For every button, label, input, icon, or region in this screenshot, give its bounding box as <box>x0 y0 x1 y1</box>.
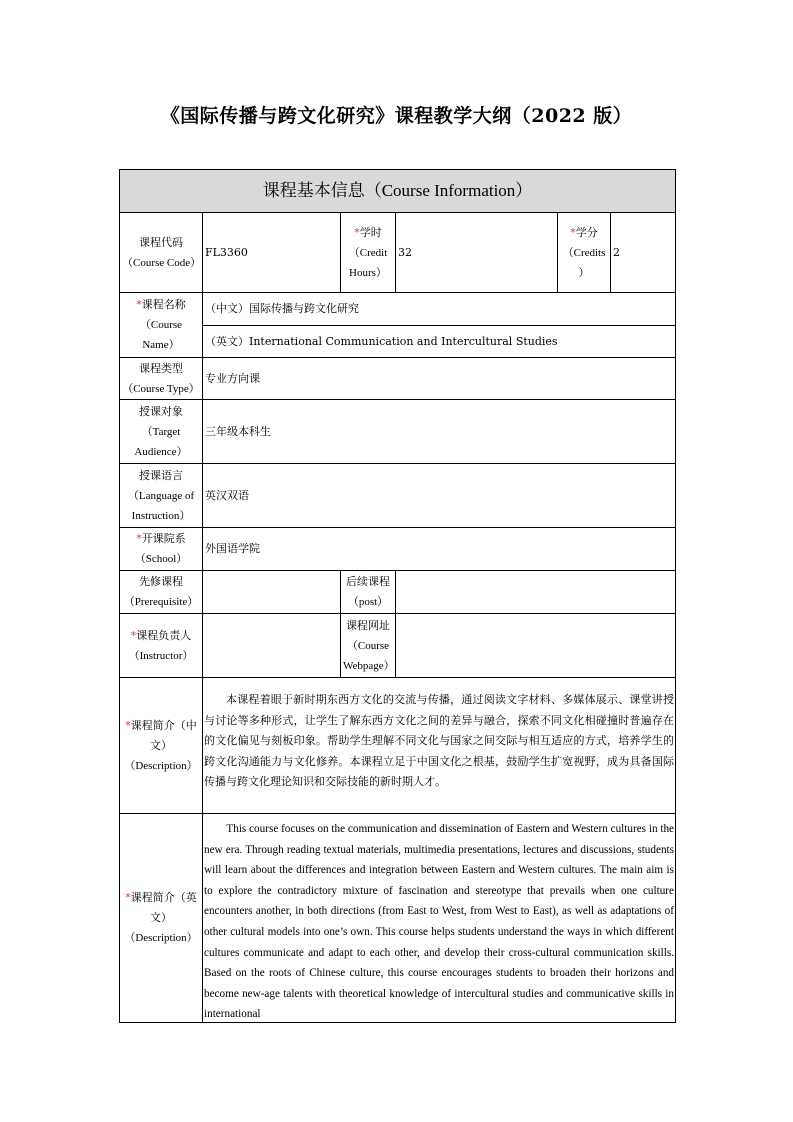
description-en-cell <box>203 814 676 1023</box>
required-mark: * <box>130 628 137 642</box>
target-label: 授课对象 （Target Audience） <box>120 400 203 464</box>
course-name-en: （英文）International Communication and Intercultural Studies <box>203 326 676 358</box>
table-header: 课程基本信息（Course Information） <box>120 170 676 213</box>
required-mark: * <box>354 225 360 239</box>
course-code-value: FL3360 <box>203 213 341 293</box>
course-type-label: 课程类型 （Course Type） <box>120 358 203 400</box>
course-info-table <box>119 169 676 1023</box>
school-label: *开课院系 （School） <box>120 528 203 571</box>
credits-value: 2 <box>611 213 676 293</box>
webpage-value <box>396 614 676 678</box>
prerequisite-value <box>203 571 341 614</box>
language-value: 英汉双语 <box>203 464 676 528</box>
language-label: 授课语言 （Language of Instruction） <box>120 464 203 528</box>
description-cn-label: *课程简介（中 文） （Description） <box>120 678 203 814</box>
course-type-value: 专业方向课 <box>203 358 676 400</box>
required-mark: * <box>570 225 576 239</box>
credits-label: *学分 （Credits ） <box>558 213 611 293</box>
instructor-label: *课程负责人 （Instructor） <box>120 614 203 678</box>
school-value: 外国语学院 <box>203 528 676 571</box>
prerequisite-label: 先修课程 （Prerequisite） <box>120 571 203 614</box>
description-en-label: *课程简介（英 文） （Description） <box>120 814 203 1023</box>
document-title: 《国际传播与跨文化研究》课程教学大纲（2022 版） <box>160 105 633 127</box>
description-cn-text: 本课程着眼于新时期东西方文化的交流与传播，通过阅读文字材料、多媒体展示、课堂讲授与讨论等多种形式，让学生了解东西方文化之间的差异与融合，探索不同文化相碰撞时普遍存在的文化偏见与刻板印象。帮助学生理解不同文化与国家之间交际与相互适应的方式，培养学生的跨文化沟通能力与文化修养。本课程立足于中国文化之根基，鼓励学生扩宽视野，成为具备国际传播与跨文化理论知识和交际技能的新时期人才。 <box>203 678 676 814</box>
credit-hours-label: *学时 （Credit Hours） <box>341 213 396 293</box>
credit-hours-value: 32 <box>396 213 558 293</box>
required-mark: * <box>125 891 131 904</box>
target-value: 三年级本科生 <box>203 400 676 464</box>
webpage-label: 课程网址 （Course Webpage） <box>341 614 396 678</box>
post-label: 后续课程 （post） <box>341 571 396 614</box>
course-name-cn: （中文）国际传播与跨文化研究 <box>203 293 676 326</box>
course-code-label: 课程代码 （Course Code） <box>120 213 203 293</box>
required-mark: * <box>136 298 142 311</box>
required-mark: * <box>136 532 142 545</box>
instructor-value <box>203 614 341 678</box>
required-mark: * <box>125 718 131 732</box>
post-value <box>396 571 676 614</box>
course-name-label: *课程名称 （Course Name） <box>120 293 203 358</box>
description-en-text: This course focuses on the communication and dissemination of Eastern and Western cultures in the new era. Through reading textual materials, multimedia presentations, lectures and discussions, students will learn about the differences and integration between Eastern and Western cultures. The main aim is to explore the contradictory mixture of fascination and stereotype that prevails when one culture encounters another, in both directions (from East to West, from West to East), as well as adaptations of other cultural models into one’s own. This course helps students understand the ways in which different cultures communicate and adapt to each other, and develop their cross-cultural communication skills. Based on the roots of Chinese culture, this course encourages students to broaden their horizons and become new-age talents with theoretical knowledge of intercultural studies and communicative skills in international <box>204 823 675 1021</box>
